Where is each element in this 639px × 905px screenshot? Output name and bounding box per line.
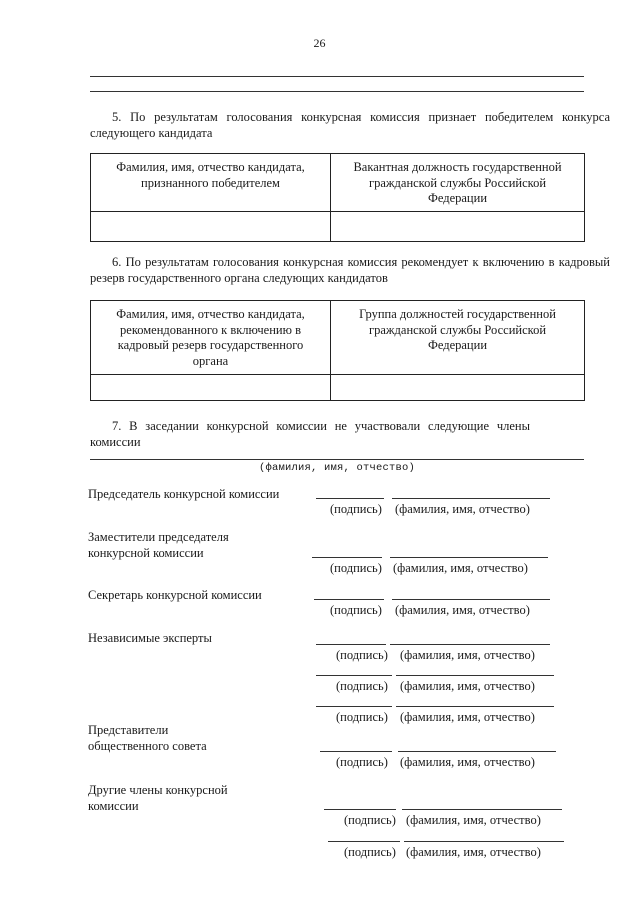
winner-name-cell[interactable]	[91, 212, 331, 242]
role-deputy: Заместители председателя конкурсной комиссии	[88, 530, 229, 560]
signature-line[interactable]	[320, 751, 392, 752]
full-name-caption: (фамилия, имя, отчество)	[400, 679, 535, 693]
winner-table-header-position: Вакантная должность государственной гражданской службы Российской Федерации	[331, 154, 585, 212]
full-name-caption: (фамилия, имя, отчество)	[393, 561, 528, 575]
reserve-table	[90, 300, 585, 401]
reserve-table-header-name: Фамилия, имя, отчество кандидата, рекомендованного к включению в кадровый резерв государственного органа	[91, 301, 331, 375]
winner-table-header-row	[91, 154, 585, 212]
winner-position-cell[interactable]	[331, 212, 585, 242]
absent-members-caption: (фамилия, имя, отчество)	[258, 462, 416, 474]
full-name-line[interactable]	[404, 841, 564, 842]
full-name-caption: (фамилия, имя, отчество)	[395, 502, 530, 516]
full-name-line[interactable]	[392, 498, 550, 499]
full-name-line[interactable]	[396, 675, 554, 676]
full-name-line[interactable]	[398, 751, 556, 752]
signature-caption: (подпись)	[330, 603, 382, 617]
role-secretary: Секретарь конкурсной комиссии	[88, 588, 262, 602]
page-number: 26	[313, 36, 326, 50]
signature-caption: (подпись)	[336, 679, 388, 693]
signature-line[interactable]	[328, 841, 400, 842]
signature-caption: (подпись)	[330, 502, 382, 516]
full-name-caption: (фамилия, имя, отчество)	[400, 710, 535, 724]
full-name-caption: (фамилия, имя, отчество)	[406, 813, 541, 827]
reserve-group-cell[interactable]	[331, 375, 585, 401]
header-line-2	[90, 91, 584, 92]
full-name-caption: (фамилия, имя, отчество)	[395, 603, 530, 617]
signature-caption: (подпись)	[330, 561, 382, 575]
full-name-caption: (фамилия, имя, отчество)	[400, 755, 535, 769]
full-name-line[interactable]	[396, 706, 554, 707]
winner-table	[90, 153, 585, 242]
full-name-line[interactable]	[402, 809, 562, 810]
reserve-name-cell[interactable]	[91, 375, 331, 401]
role-other-members: Другие члены конкурсной комиссии	[88, 783, 228, 813]
role-public-council: Представители общественного совета	[88, 723, 207, 753]
reserve-table-header-group: Группа должностей государственной гражданской службы Российской Федерации	[331, 301, 585, 375]
absent-members-line[interactable]	[90, 459, 584, 460]
signature-caption: (подпись)	[336, 755, 388, 769]
full-name-caption: (фамилия, имя, отчество)	[400, 648, 535, 662]
signature-line[interactable]	[316, 706, 392, 707]
signature-line[interactable]	[312, 557, 382, 558]
table-row	[91, 212, 585, 242]
full-name-line[interactable]	[390, 557, 548, 558]
signature-line[interactable]	[316, 675, 392, 676]
role-experts: Независимые эксперты	[88, 631, 212, 645]
signature-caption: (подпись)	[336, 648, 388, 662]
table-row	[91, 375, 585, 401]
reserve-table-header-row	[91, 301, 585, 375]
signature-line[interactable]	[324, 809, 396, 810]
signature-caption: (подпись)	[344, 813, 396, 827]
signature-caption: (подпись)	[344, 845, 396, 859]
signature-caption: (подпись)	[336, 710, 388, 724]
full-name-caption: (фамилия, имя, отчество)	[406, 845, 541, 859]
role-chair: Председатель конкурсной комиссии	[88, 487, 280, 501]
winner-table-header-name: Фамилия, имя, отчество кандидата, признанного победителем	[91, 154, 331, 212]
signature-line[interactable]	[314, 599, 384, 600]
section6-text: 6. По результатам голосования конкурсная комиссия рекомендует к включению в кадровый резерв государственного органа следующих кандидатов	[90, 255, 610, 285]
section5-text: 5. По результатам голосования конкурсная комиссия признает победителем конкурса следующего кандидата	[90, 110, 610, 140]
section7-text: 7. В заседании конкурсной комиссии не участвовали следующие члены комиссии	[90, 419, 530, 449]
header-line-1	[90, 76, 584, 77]
signature-line[interactable]	[316, 498, 384, 499]
signature-line[interactable]	[316, 644, 386, 645]
full-name-line[interactable]	[392, 599, 550, 600]
full-name-line[interactable]	[390, 644, 550, 645]
